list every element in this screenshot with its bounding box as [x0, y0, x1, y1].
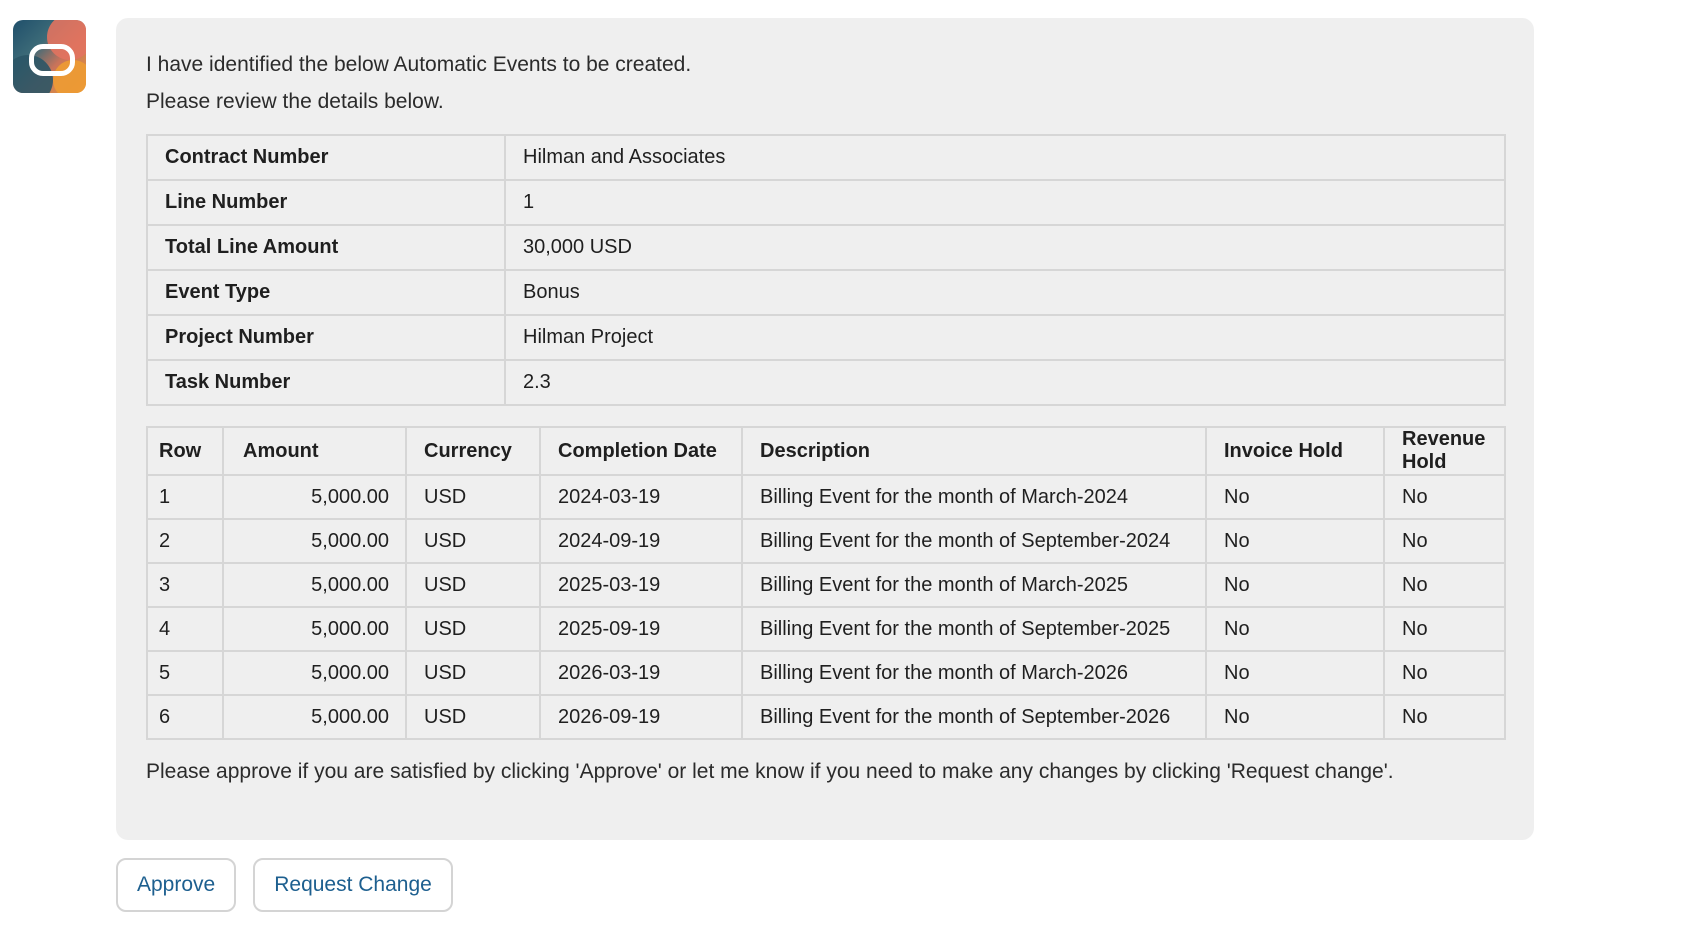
- details-key: Project Number: [147, 315, 505, 360]
- details-value: 2.3: [505, 360, 1505, 405]
- details-key: Line Number: [147, 180, 505, 225]
- cell-currency: USD: [406, 695, 540, 739]
- cell-invoice-hold: No: [1206, 563, 1384, 607]
- cell-invoice-hold: No: [1206, 519, 1384, 563]
- column-header-currency: Currency: [406, 427, 540, 475]
- cell-row: 6: [147, 695, 223, 739]
- assistant-avatar-icon: [13, 20, 86, 93]
- cell-description: Billing Event for the month of March-2024: [742, 475, 1206, 519]
- details-key: Contract Number: [147, 135, 505, 180]
- approve-button[interactable]: Approve: [116, 858, 236, 912]
- table-row: [147, 651, 1505, 695]
- cell-row: 5: [147, 651, 223, 695]
- details-key: Total Line Amount: [147, 225, 505, 270]
- details-row: [147, 315, 1505, 360]
- cell-invoice-hold: No: [1206, 695, 1384, 739]
- details-key: Event Type: [147, 270, 505, 315]
- cell-invoice-hold: No: [1206, 475, 1384, 519]
- table-header-row: [147, 427, 1505, 475]
- cell-description: Billing Event for the month of March-2025: [742, 563, 1206, 607]
- action-buttons: [116, 858, 453, 912]
- column-header-amount: Amount: [223, 427, 406, 475]
- column-header-revenue-hold: Revenue Hold: [1384, 427, 1505, 475]
- cell-currency: USD: [406, 607, 540, 651]
- cell-revenue-hold: No: [1384, 519, 1505, 563]
- request-change-button[interactable]: Request Change: [253, 858, 453, 912]
- cell-revenue-hold: No: [1384, 607, 1505, 651]
- table-row: [147, 519, 1505, 563]
- cell-description: Billing Event for the month of September-2026: [742, 695, 1206, 739]
- details-row: [147, 135, 1505, 180]
- cell-revenue-hold: No: [1384, 651, 1505, 695]
- contract-details-table: [146, 134, 1506, 406]
- details-value: Bonus: [505, 270, 1505, 315]
- table-row: [147, 607, 1505, 651]
- assistant-message-bubble: [116, 18, 1534, 840]
- billing-events-table: [146, 426, 1506, 740]
- cell-completion-date: 2024-03-19: [540, 475, 742, 519]
- cell-row: 4: [147, 607, 223, 651]
- cell-amount: 5,000.00: [223, 695, 406, 739]
- column-header-description: Description: [742, 427, 1206, 475]
- details-value: Hilman and Associates: [505, 135, 1505, 180]
- table-row: [147, 475, 1505, 519]
- column-header-completion-date: Completion Date: [540, 427, 742, 475]
- cell-invoice-hold: No: [1206, 607, 1384, 651]
- details-key: Task Number: [147, 360, 505, 405]
- cell-amount: 5,000.00: [223, 519, 406, 563]
- cell-completion-date: 2026-09-19: [540, 695, 742, 739]
- table-row: [147, 563, 1505, 607]
- cell-amount: 5,000.00: [223, 563, 406, 607]
- cell-row: 2: [147, 519, 223, 563]
- cell-currency: USD: [406, 563, 540, 607]
- details-value: 1: [505, 180, 1505, 225]
- cell-currency: USD: [406, 519, 540, 563]
- details-row: [147, 180, 1505, 225]
- cell-completion-date: 2026-03-19: [540, 651, 742, 695]
- cell-completion-date: 2024-09-19: [540, 519, 742, 563]
- table-row: [147, 695, 1505, 739]
- cell-description: Billing Event for the month of September-2025: [742, 607, 1206, 651]
- cell-amount: 5,000.00: [223, 475, 406, 519]
- details-row: [147, 225, 1505, 270]
- cell-row: 3: [147, 563, 223, 607]
- cell-invoice-hold: No: [1206, 651, 1384, 695]
- column-header-invoice-hold: Invoice Hold: [1206, 427, 1384, 475]
- message-outro: Please approve if you are satisfied by clicking 'Approve' or let me know if you need to make any changes by clicking 'Request change'.: [146, 760, 1394, 783]
- intro-line-2: Please review the details below.: [146, 90, 444, 113]
- cell-currency: USD: [406, 475, 540, 519]
- details-row: [147, 270, 1505, 315]
- intro-line-1: I have identified the below Automatic Events to be created.: [146, 53, 692, 76]
- column-header-row: Row: [147, 427, 223, 475]
- cell-amount: 5,000.00: [223, 651, 406, 695]
- message-intro: [146, 46, 1504, 120]
- events-table-body: [147, 475, 1505, 739]
- details-value: 30,000 USD: [505, 225, 1505, 270]
- cell-amount: 5,000.00: [223, 607, 406, 651]
- cell-completion-date: 2025-09-19: [540, 607, 742, 651]
- cell-completion-date: 2025-03-19: [540, 563, 742, 607]
- cell-currency: USD: [406, 651, 540, 695]
- details-row: [147, 360, 1505, 405]
- cell-revenue-hold: No: [1384, 695, 1505, 739]
- cell-revenue-hold: No: [1384, 563, 1505, 607]
- cell-row: 1: [147, 475, 223, 519]
- cell-description: Billing Event for the month of September-2024: [742, 519, 1206, 563]
- cell-revenue-hold: No: [1384, 475, 1505, 519]
- details-value: Hilman Project: [505, 315, 1505, 360]
- cell-description: Billing Event for the month of March-2026: [742, 651, 1206, 695]
